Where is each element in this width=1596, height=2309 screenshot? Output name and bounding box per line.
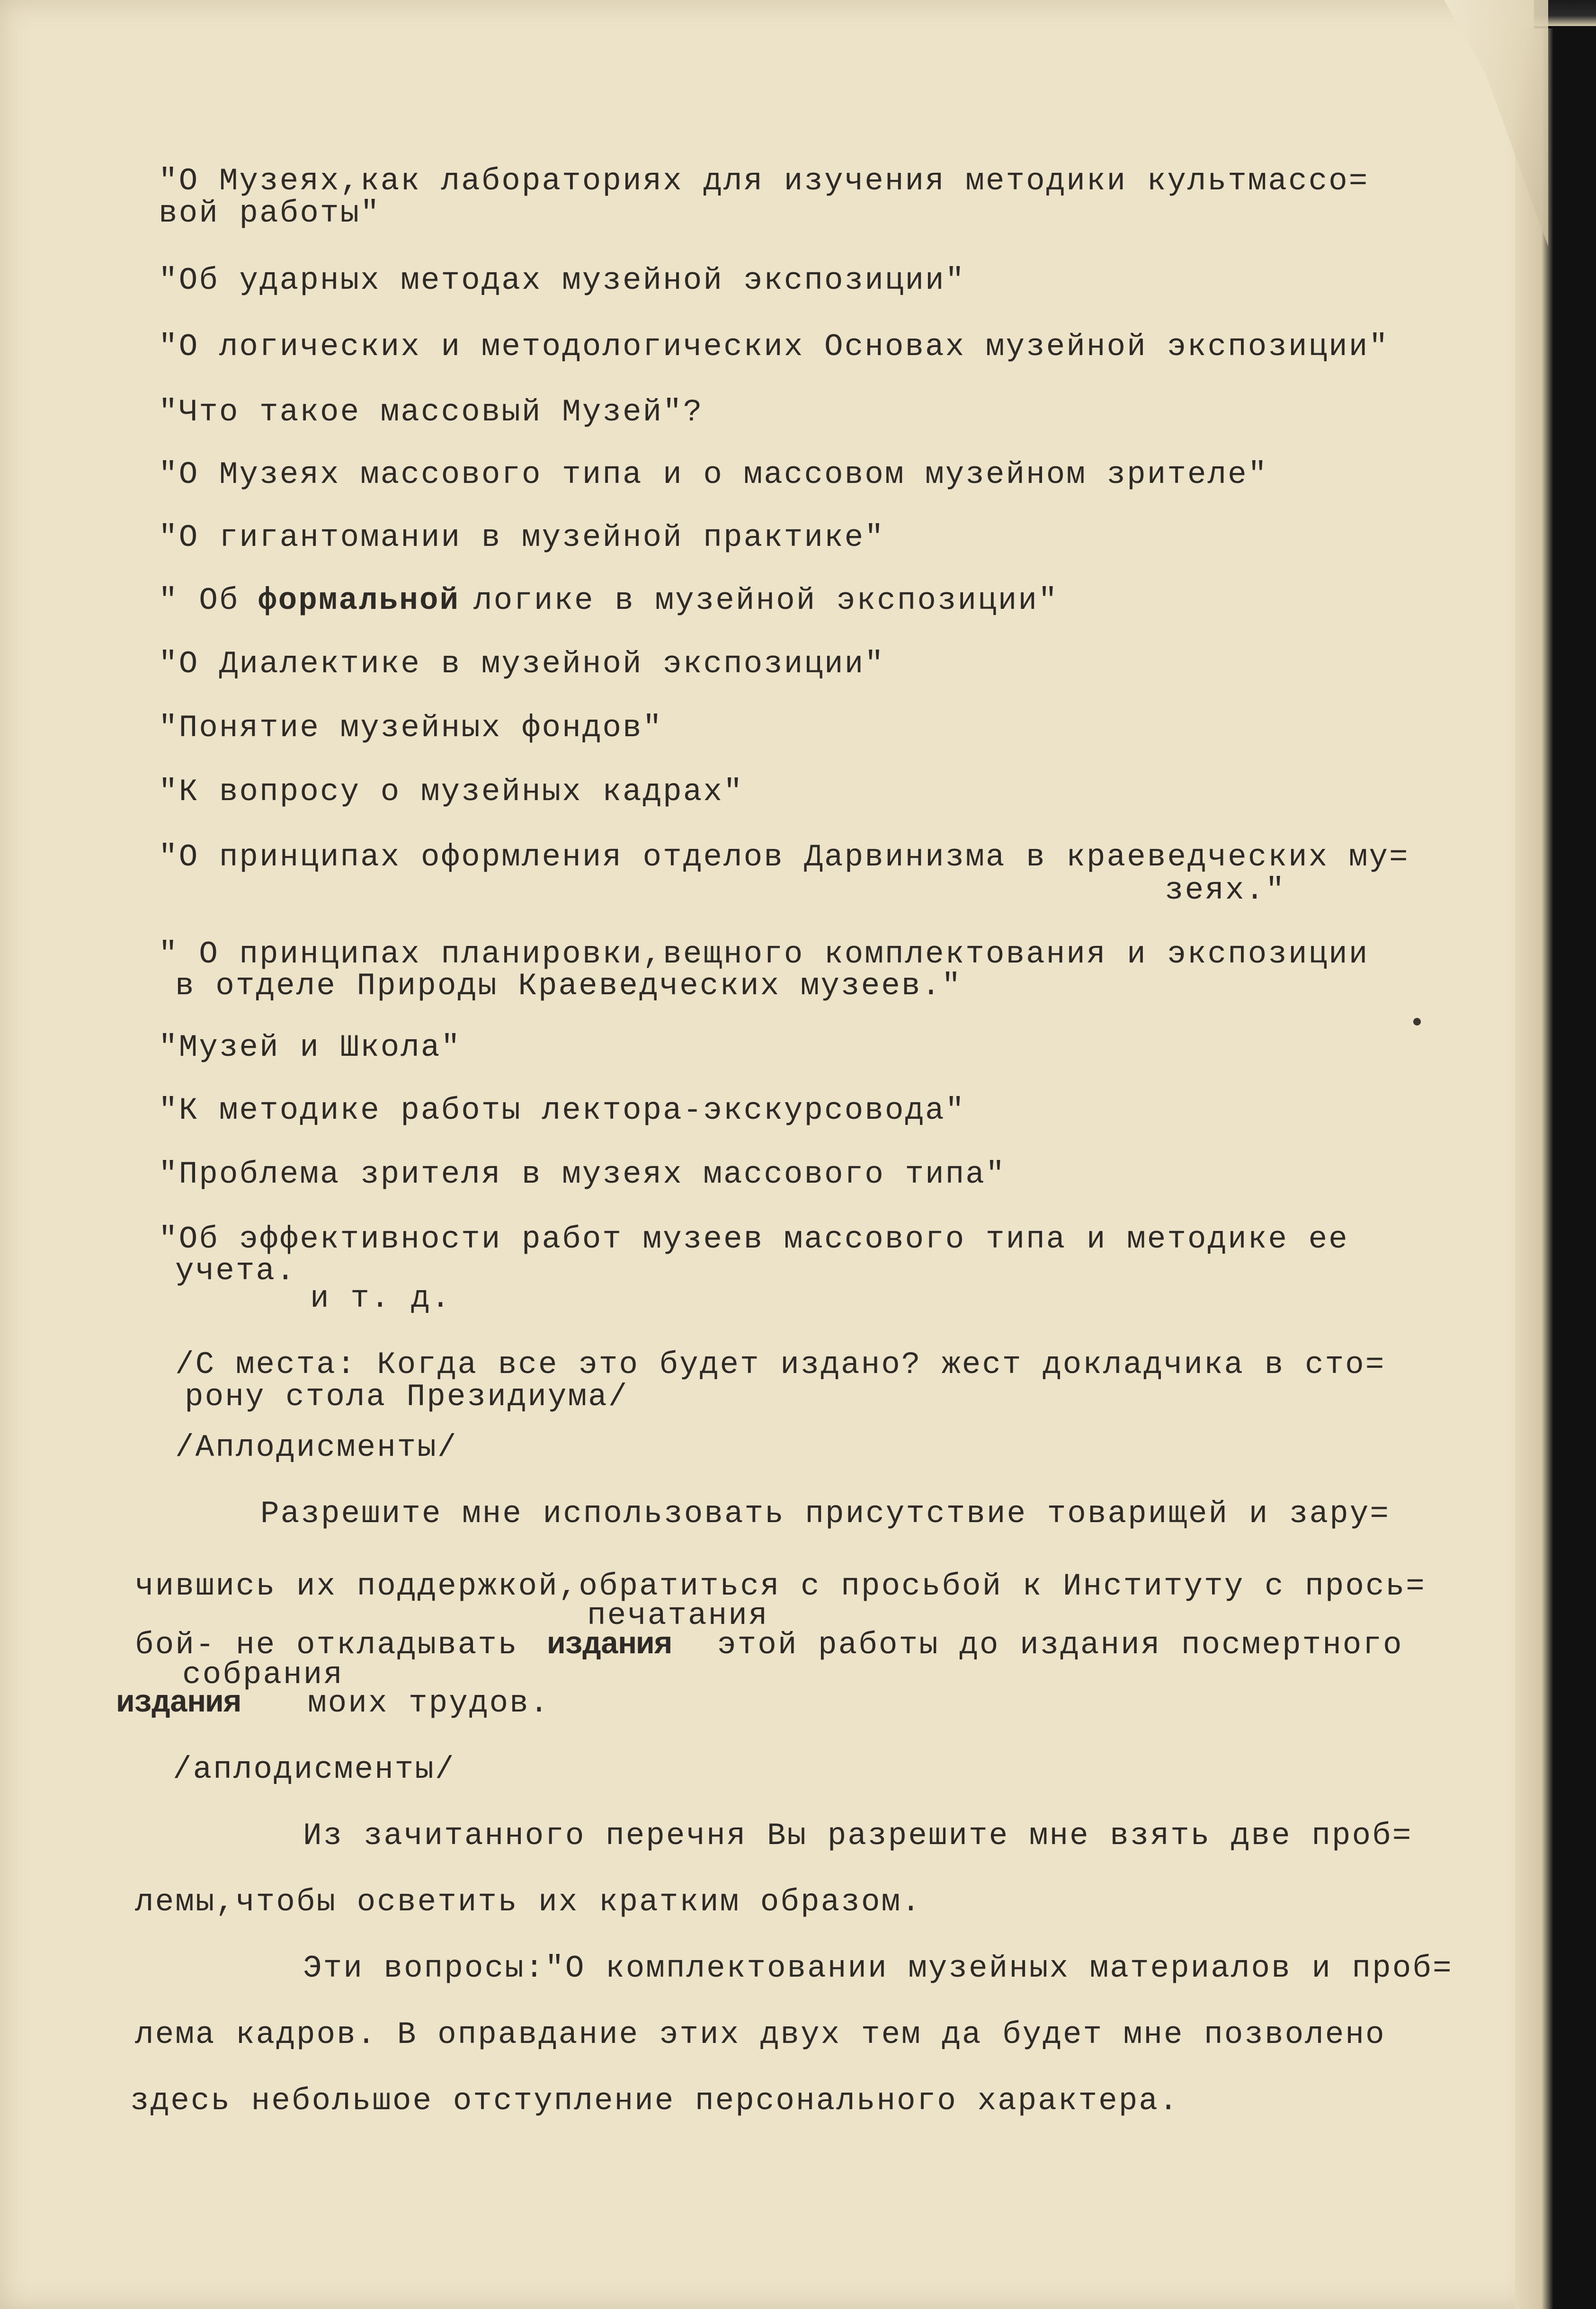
text-line: "О логических и методологических Основах музейной экспозиции" [159, 329, 1389, 365]
text-line: моих трудов. [308, 1685, 550, 1721]
text-line: "О Музеях массового типа и о массовом музейном зрителе" [159, 457, 1268, 492]
stage-direction: /С места: Когда все это будет издано? жест докладчика в сто= [175, 1347, 1386, 1382]
text-line: в отделе Природы Краеведческих музеев." [175, 968, 962, 1004]
text-line: "О принципах оформления отделов Дарвинизма в краеведческих му= [159, 839, 1409, 875]
text-line: Разрешите мне использовать присутствие товарищей и зару= [260, 1496, 1390, 1532]
text-line: здесь небольшое отступление персонального характера. [130, 2083, 1179, 2119]
text-line: "О гигантомании в музейной практике" [159, 520, 885, 555]
text-line: учета. [175, 1253, 296, 1289]
text-line: "О Музеях,как лабораториях для изучения методики культмассо= [159, 163, 1369, 199]
text-line: бой- не откладывать [135, 1627, 518, 1663]
ink-dot [1413, 1018, 1421, 1025]
text-line: "Понятие музейных фондов" [159, 710, 663, 746]
text-line: лема кадров. В оправдание этих двух тем да будет мне позволено [135, 2017, 1386, 2052]
text-line: "Об ударных методах музейной экспозиции" [159, 263, 966, 298]
text-line: "Об эффективности работ музеев массового типа и методике ее [159, 1221, 1349, 1257]
text-line: вой работы" [159, 196, 381, 231]
text-line: Эти вопросы:"О комплектовании музейных материалов и проб= [303, 1951, 1453, 1986]
text-line: " Об [159, 583, 240, 618]
text-line: Из зачитанного перечня Вы разрешите мне взять две проб= [303, 1818, 1413, 1854]
text-line: "Музей и Школа" [159, 1030, 462, 1065]
text-line: чившись их поддержкой,обратиться с просьбой к Институту с прось= [135, 1569, 1426, 1604]
text-line: и т. д. [310, 1281, 452, 1316]
text-line: лемы,чтобы осветить их кратким образом. [135, 1884, 922, 1920]
text-line: зеях." [1165, 873, 1286, 908]
struck-out-word: издания [547, 1627, 672, 1663]
stage-direction: /аплодисменты/ [173, 1752, 455, 1787]
page-stack-edge [1515, 28, 1553, 2309]
interlinear-insertion: собрания [182, 1657, 344, 1693]
overtyped-word: формальной [258, 583, 460, 618]
text-line: "О Диалектике в музейной экспозиции" [159, 646, 885, 682]
struck-out-word: издания [116, 1685, 241, 1721]
text-line: "Что такое массовый Музей"? [159, 394, 704, 430]
interlinear-insertion: печатания [587, 1598, 769, 1633]
text-line: "К вопросу о музейных кадрах" [159, 774, 744, 810]
text-line: логике в музейной экспозиции" [473, 583, 1059, 618]
text-line: " О принципах планировки,вещного комплектования и экспозиции [159, 936, 1369, 972]
text-line: "К методике работы лектора-экскурсовода" [159, 1093, 966, 1128]
text-line: "Проблема зрителя в музеях массового типа" [159, 1157, 1006, 1192]
stage-direction: рону стола Президиума/ [185, 1379, 629, 1415]
text-line: этой работы до издания посмертного [717, 1627, 1403, 1663]
stage-direction: /Аплодисменты/ [175, 1430, 458, 1465]
